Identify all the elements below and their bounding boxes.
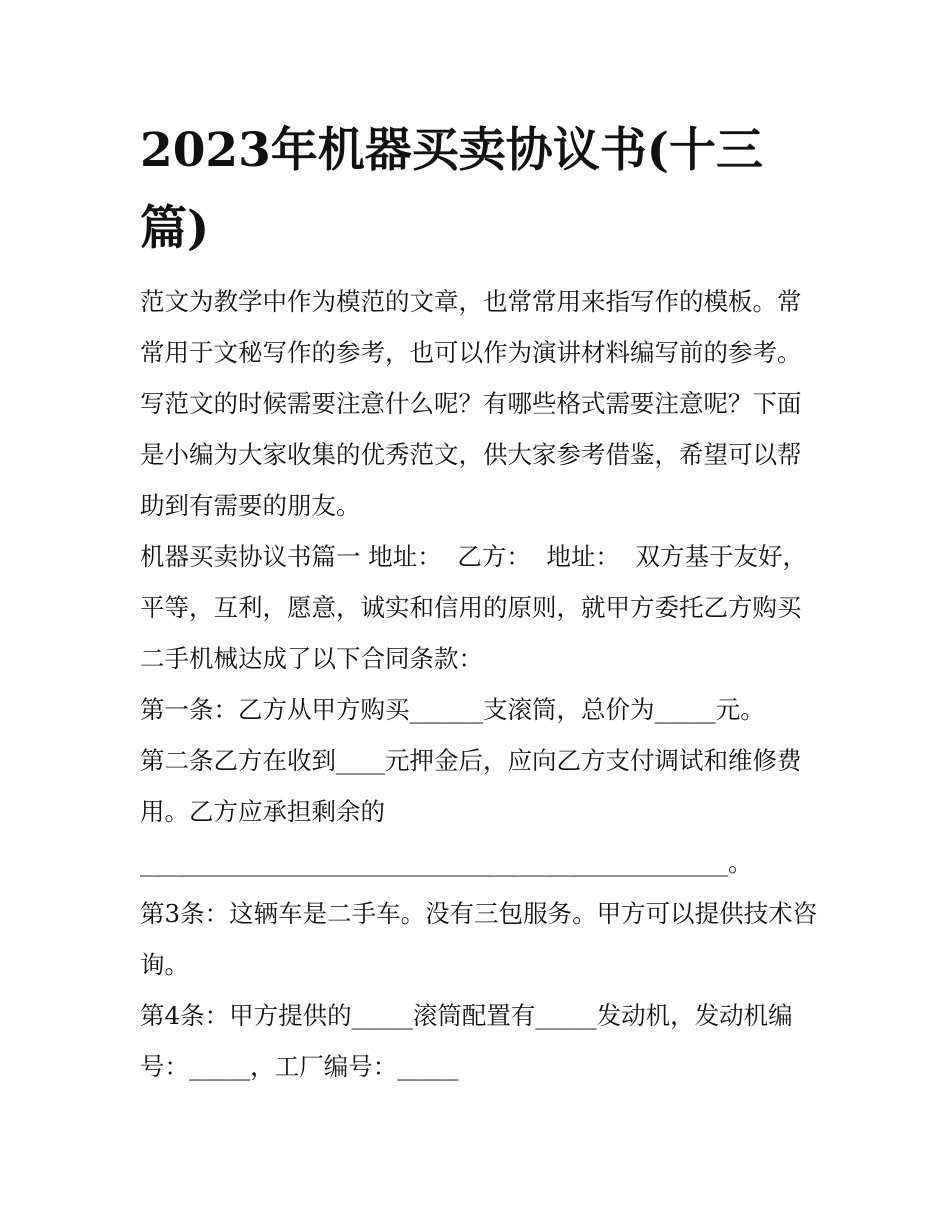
document-title: 2023年机器买卖协议书(十三篇) <box>140 123 764 256</box>
article-4: 第4条：甲方提供的_____滚筒配置有_____发动机，发动机编号：_____，工厂编号：_____ <box>140 1001 793 1081</box>
blank-line: ________________________________________________。 <box>140 848 753 877</box>
article-2: 第二条乙方在收到____元押金后，应向乙方支付调试和维修费用。乙方应承担剩余的 <box>140 746 802 826</box>
intro-paragraph: 范文为教学中作为模范的文章，也常常用来指写作的模板。常常用于文秘写作的参考，也可以作为演讲材料编写前的参考。写范文的时候需要注意什么呢？有哪些格式需要注意呢？下面是小编为大家收集的优秀范文，供大家参考借鉴，希望可以帮助到有需要的朋友。 <box>140 287 802 520</box>
article-1: 第一条：乙方从甲方购买______支滚筒，总价为_____元。 <box>140 695 765 724</box>
document-body <box>140 276 820 1092</box>
agreement-preamble: 机器买卖协议书篇一 地址： 乙方： 地址： 双方基于友好，平等，互利，愿意，诚实和信用的原则，就甲方委托乙方购买二手机械达成了以下合同条款： <box>140 542 808 673</box>
article-3: 第3条：这辆车是二手车。没有三包服务。甲方可以提供技术咨询。 <box>140 899 818 979</box>
